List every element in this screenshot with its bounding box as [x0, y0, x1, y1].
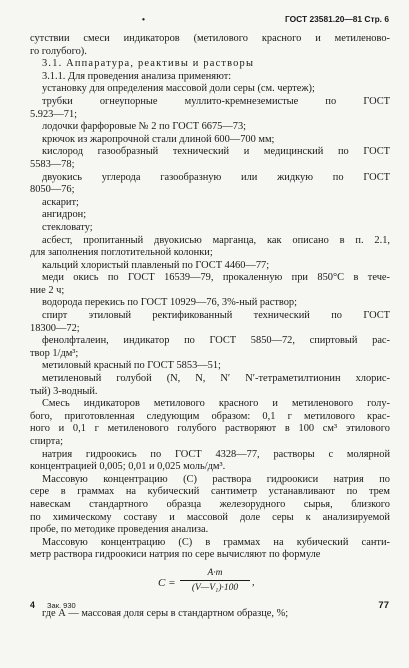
- text-line: бого, приготовленная следующим образом: 0,1 г метилового крас-: [30, 410, 390, 422]
- text-line: 5.923—71;: [30, 108, 78, 120]
- text-line: Массовую концентрацию (С) в граммах на кубический санти-: [42, 536, 390, 548]
- document-body: [30, 33, 390, 621]
- list-item: натрия гидроокись по ГОСТ 4328—77, растворы с молярной: [42, 448, 390, 460]
- list-item: трубки огнеупорные муллито-кремнеземистые по ГОСТ: [42, 95, 390, 107]
- page-header: [30, 14, 389, 28]
- list-item: аскарит;: [42, 196, 79, 208]
- page-number: 77: [378, 600, 389, 611]
- formula-tail: ,: [252, 576, 255, 588]
- text-line: ние 2 ч;: [30, 284, 65, 296]
- signature-mark: 4: [30, 600, 35, 610]
- formula-lhs: C =: [158, 576, 176, 589]
- text-line: спирта;: [30, 436, 63, 447]
- text-line: для заполнения поглотительной колонки;: [30, 247, 213, 259]
- formula-numerator: A·m: [180, 567, 250, 581]
- header-mark: •: [142, 14, 145, 24]
- list-item: двуокись углерода газообразную или жидкую по ГОСТ: [42, 171, 390, 183]
- text-line: 18300—72;: [30, 322, 80, 334]
- list-item: метиленовый голубой (N, N, N′ N′-тетраметилтионин хлорис-: [42, 373, 390, 385]
- text-line: Массовую концентрацию (С) раствора гидроокиси натрия по: [42, 473, 390, 485]
- text-line: твор 1/дм³;: [30, 347, 79, 359]
- list-item: метиловый красный по ГОСТ 5853—51;: [42, 360, 221, 372]
- text-line: сутствии смеси индикаторов (метилового красного и метиленово-: [30, 33, 390, 44]
- text-line: пробе, по методике проведения анализа.: [30, 524, 209, 536]
- text-line: 8050—76;: [30, 184, 75, 196]
- text-line: метр раствора гидроокиси натрия по сере вычисляют по формуле: [30, 549, 321, 561]
- list-item: крючок из жаропрочной стали длиной 600—700 мм;: [42, 133, 275, 145]
- formula: [30, 564, 390, 604]
- standard-designation: ГОСТ 23581.20—81 Стр. 6: [285, 14, 389, 24]
- list-item: ангидрон;: [42, 209, 87, 221]
- text-line: навескам стандартного образца железорудного сырья, близкого: [30, 498, 390, 510]
- text-line: ного и 0,1 г метиленового голубого растворяют в 100 см³ этилового: [30, 423, 390, 435]
- text-line: го голубого).: [30, 45, 87, 57]
- formula-denominator: (V—V₁)·100: [191, 582, 239, 593]
- list-item: фенолфталеин, индикатор по ГОСТ 5850—72, спиртовый рас-: [42, 335, 390, 347]
- formula-fraction: [180, 567, 250, 594]
- text-line: по химическому составу и массовой доле серы к анализируемой: [30, 511, 390, 523]
- list-item: кальций хлористый плавленый по ГОСТ 4460—77;: [42, 259, 270, 271]
- text-line: концентрацией 0,005; 0,01 и 0,025 моль/дм³.: [30, 461, 226, 473]
- text-line: тый) 3-водный.: [30, 385, 98, 397]
- list-item: установку для определения массовой доли серы (см. чертеж);: [42, 83, 315, 95]
- order-number: Зак. 930: [47, 601, 76, 610]
- list-item: водорода перекись по ГОСТ 10929—76, 3%-ный раствор;: [42, 297, 297, 309]
- list-item: асбест, пропитанный двуокисью марганца, как описано в п. 2.1,: [42, 234, 390, 246]
- list-item: лодочки фарфоровые № 2 по ГОСТ 6675—73;: [42, 121, 247, 133]
- list-item: стекловату;: [42, 221, 93, 233]
- text-line: 3.1.1. Для проведения анализа применяют:: [42, 70, 232, 82]
- list-item: кислород газообразный технический и медицинский по ГОСТ: [42, 146, 390, 158]
- section-heading: 3.1. Аппаратура, реактивы и растворы: [42, 58, 255, 70]
- text-line: где А — массовая доля серы в стандартном образце, %;: [42, 607, 289, 619]
- page-footer: [30, 600, 389, 614]
- text-line: Смесь индикаторов метилового красного и метиленового голу-: [42, 398, 390, 410]
- list-item: спирт этиловый ректификованный технический по ГОСТ: [42, 310, 390, 322]
- list-item: меди окись по ГОСТ 16539—79, прокаленную при 850°С в тече-: [42, 272, 390, 284]
- text-line: сере в граммах на кубический сантиметр устанавливают по трем: [30, 486, 390, 498]
- text-line: 5583—78;: [30, 158, 75, 170]
